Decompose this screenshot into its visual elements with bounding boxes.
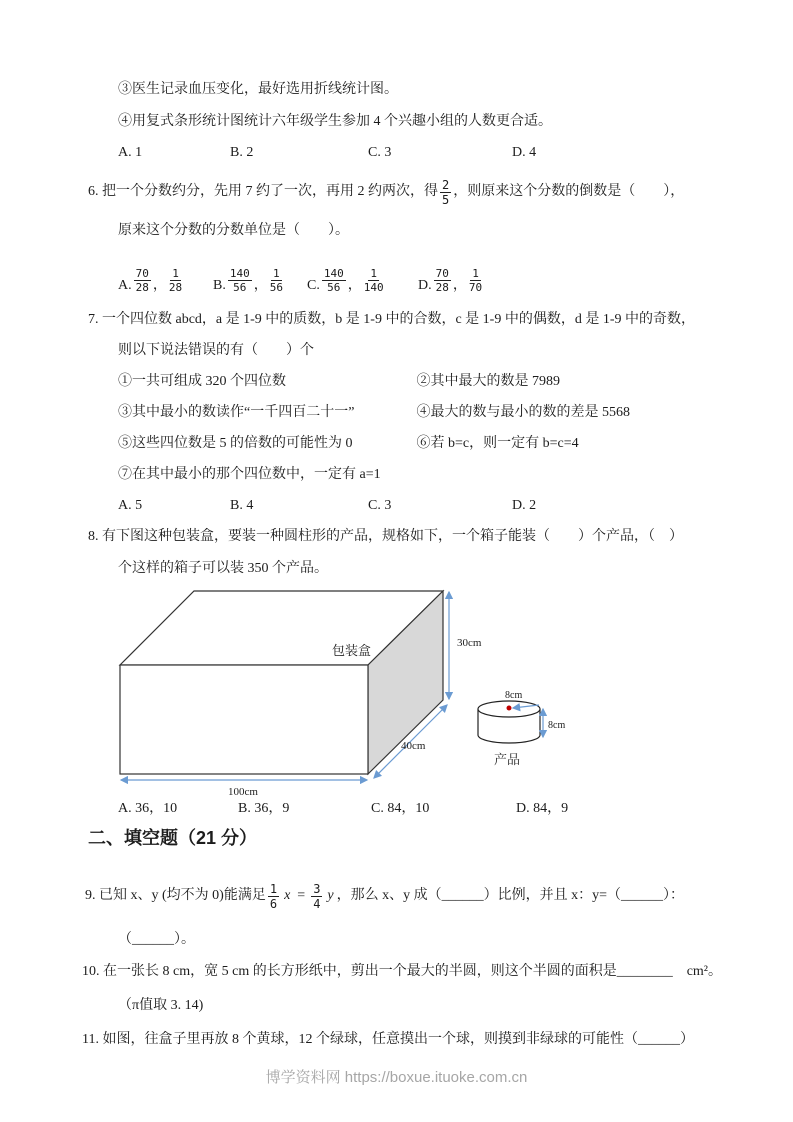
q6-option-d-frac1: $\frac{70}{28}$ <box>435 267 449 294</box>
q6-line-2: 原来这个分数的分数单位是（ ）。 <box>118 223 349 238</box>
q5-option-c: C. 3 <box>368 145 392 160</box>
q6-text-2: ，则原来这个分数的倒数是（ ）， <box>453 184 685 199</box>
q6-option-c-label: C. <box>307 278 320 293</box>
q10-line-1: 10. 在一张长 8 cm，宽 5 cm 的长方形纸中，剪出一个最大的半圆，则这个半圆的面积是________ cm²。 <box>82 964 723 979</box>
q6-option-d-frac2: $\frac{1}{70}$ <box>468 267 483 294</box>
q6-fraction-denominator: 5 <box>442 192 450 207</box>
q6-option-a-frac1: $\frac{70}{28}$ <box>135 267 149 294</box>
q7-option-b: B. 4 <box>230 498 254 513</box>
box-front-face <box>120 665 368 774</box>
q10-line-2: （π值取 3. 14) <box>118 998 204 1013</box>
q8-options <box>118 799 568 819</box>
section-2-title: 二、填空题（21 分） <box>88 828 258 848</box>
q9-fraction-2: $\frac{3}{4}$ <box>313 881 321 911</box>
q7-statements-row-2 <box>118 403 630 423</box>
q8-option-b: B. 36，9 <box>238 801 290 816</box>
q6-options <box>118 252 484 296</box>
q9-text-pre: 9. 已知 x、y (均不为 0)能满足 <box>85 888 266 903</box>
q6-text-1: 6. 把一个分数约分，先用 7 约了一次，再用 2 约两次，得 <box>88 184 438 199</box>
comma: ， <box>152 278 167 293</box>
q6-option-a-frac2: $\frac{1}{28}$ <box>168 267 183 294</box>
comma: ， <box>253 278 268 293</box>
cylinder-label: 产品 <box>494 752 521 767</box>
cylinder-bottom-arc <box>478 735 540 743</box>
q7-statement-7: ⑦在其中最小的那个四位数中，一定有 a=1 <box>118 467 381 482</box>
q7-statement-1: ①一共可组成 320 个四位数 <box>118 374 286 389</box>
q7-options <box>118 496 536 516</box>
q5-option-b: B. 2 <box>230 145 254 160</box>
q8-option-d: D. 84，9 <box>516 801 569 816</box>
q6-option-b-frac1: $\frac{140}{56}$ <box>229 267 250 294</box>
q7-option-a: A. 5 <box>118 498 143 513</box>
comma: ， <box>347 278 362 293</box>
width-dimension-label: 100cm <box>228 786 258 798</box>
cylinder-height-label: 8cm <box>548 720 566 731</box>
q11-line-1: 11. 如图，往盒子里再放 8 个黄球，12 个绿球，任意摸出一个球，则摸到非绿球的可能性（______） <box>82 1032 694 1047</box>
q5-statement-3: ③医生记录血压变化，最好选用折线统计图。 <box>118 82 398 97</box>
q5-option-a: A. 1 <box>118 145 143 160</box>
q6-line-1 <box>88 170 684 214</box>
q6-option-b-frac2: $\frac{1}{56}$ <box>269 267 283 294</box>
q7-statement-6: ⑥若 b=c，则一定有 b=c=4 <box>416 436 579 451</box>
box-label: 包装盒 <box>332 643 372 658</box>
q9-line-2: （______）。 <box>118 932 195 947</box>
q9-equals-sign: = <box>297 888 306 903</box>
q5-option-d: D. 4 <box>512 145 537 160</box>
q6-option-d <box>418 268 484 296</box>
q7-statement-4: ④最大的数与最小的数的差是 5568 <box>416 405 630 420</box>
q6-option-c-frac1: $\frac{140}{56}$ <box>323 267 344 294</box>
q6-option-b-label: B. <box>213 278 226 293</box>
cylinder-diameter-label: 8cm <box>505 690 523 701</box>
q8-option-a: A. 36，10 <box>118 801 178 816</box>
q6-option-a-label: A. <box>118 278 132 293</box>
q5-statement-4: ④用复式条形统计图统计六年级学生参加 4 个兴趣小组的人数更合适。 <box>118 114 552 129</box>
q6-fraction-numerator: 2 <box>442 177 450 192</box>
q8-packaging-box-diagram <box>95 582 655 800</box>
q7-statement-2: ②其中最大的数是 7989 <box>416 374 560 389</box>
q8-option-c: C. 84，10 <box>371 801 430 816</box>
q7-statement-5: ⑤这些四位数是 5 的倍数的可能性为 0 <box>118 436 353 451</box>
q7-statements-row-3 <box>118 434 579 454</box>
q6-option-c <box>307 268 418 296</box>
q6-option-c-frac2: $\frac{1}{140}$ <box>363 267 384 294</box>
q6-option-b <box>213 268 307 296</box>
q5-options <box>118 143 536 163</box>
q9-line-1 <box>85 872 684 920</box>
q9-text-post: ，那么 x、y 成（______）比例，并且 x：y=（______）： <box>336 888 685 903</box>
q7-statement-3: ③其中最小的数读作“一千四百二十一” <box>118 405 355 420</box>
q7-statements-row-1 <box>118 372 560 392</box>
q6-option-a <box>118 268 213 296</box>
q9-fraction-1: $\frac{1}{6}$ <box>269 881 278 911</box>
cylinder-center-dot <box>507 706 512 711</box>
q7-line-1: 7. 一个四位数 abcd，a 是 1-9 中的质数，b 是 1-9 中的合数，c 是 1-9 中的偶数，d 是 1-9 中的奇数， <box>88 312 696 327</box>
q7-line-2: 则以下说法错误的有（ ）个 <box>118 343 314 358</box>
q6-option-d-label: D. <box>418 278 432 293</box>
comma: ， <box>452 278 467 293</box>
q7-option-c: C. 3 <box>368 498 392 513</box>
q9-y-variable: y <box>327 888 334 903</box>
q9-x-variable: x <box>284 888 291 903</box>
depth-dimension-label: 40cm <box>401 740 426 752</box>
footer-watermark: 博学资料网 https://boxue.ituoke.com.cn <box>265 1069 528 1086</box>
q8-line-1: 8. 有下图这种包装盒，要装一种圆柱形的产品，规格如下，一个箱子能装（ ）个产品，（ ） <box>88 529 683 544</box>
height-dimension-label: 30cm <box>457 637 482 649</box>
q6-fraction <box>440 179 451 206</box>
q8-line-2: 个这样的箱子可以装 350 个产品。 <box>118 561 328 576</box>
q7-option-d: D. 2 <box>512 498 537 513</box>
